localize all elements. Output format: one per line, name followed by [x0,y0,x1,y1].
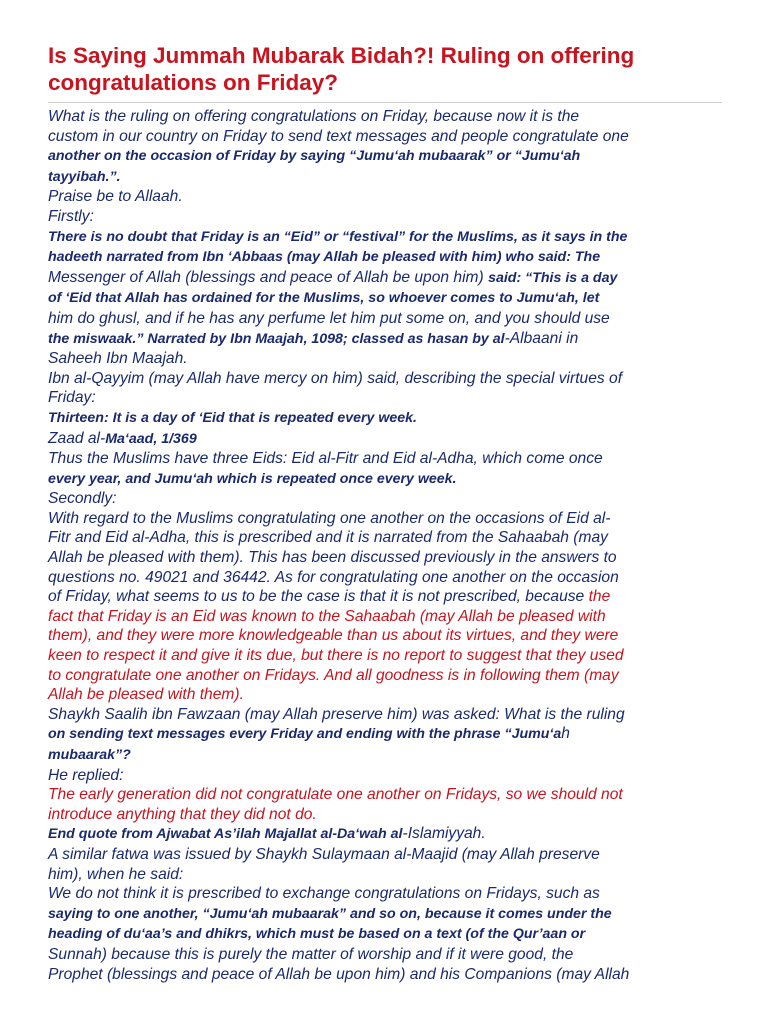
bold-text-segment: of ‘Eid that Allah has ordained for the Muslims, so whoever comes to Jumu‘ah, let [48,290,600,307]
text-segment: Fitr and Eid al-Adha, this is prescribed and it is narrated from the Sahaabah (may [48,529,608,547]
bold-text-segment: heading of du‘aa’s and dhikrs, which must be based on a text (of the Qur’aan or [48,926,586,943]
text-segment: h [561,725,570,743]
highlighted-text-segment: The early generation did not congratulate one another on Fridays, so we should not [48,786,623,804]
highlighted-text-segment: fact that Friday is an Eid was known to the Sahaabah (may Allah be pleased with [48,607,606,625]
text-segment: Friday: [48,389,96,407]
text-line [48,309,722,329]
text-segment: Sunnah) because this is purely the matter of worship and if it were good, the [48,945,574,963]
bold-text-segment: saying to one another, “Jumu‘ah mubaarak” and so on, because it comes under the [48,905,612,922]
text-line [48,187,722,207]
page-title [48,0,722,96]
bold-text-segment: on sending text messages every Friday and ending with the phrase “Jumu‘a [48,726,562,743]
text-segment: Saheeh Ibn Maajah. [48,350,188,368]
text-segment: Zaad al- [48,429,106,447]
text-segment: Ibn al-Qayyim (may Allah have mercy on him) said, describing the special virtues of [48,369,623,387]
text-line [48,429,722,450]
text-line [48,865,722,885]
text-line [48,489,722,509]
highlighted-text-segment: Allah be pleased with them). [48,686,244,704]
text-line [48,268,722,289]
highlighted-text-segment: introduce anything that they did not do. [48,805,317,823]
text-line [48,607,722,627]
text-line [48,349,722,369]
text-line [48,646,722,666]
text-line [48,528,722,548]
bold-text-segment: Ma‘aad, 1/369 [105,430,197,447]
text-segment: Prophet (blessings and peace of Allah be upon him) and his Companions (may Allah [48,965,630,983]
text-line [48,666,722,686]
text-line [48,227,722,248]
text-line [48,965,722,985]
text-segment: Allah be pleased with them). This has been discussed previously in the answers to [48,549,617,567]
text-line [48,724,722,745]
text-line [48,167,722,188]
text-segment: -Islamiyyah. [402,825,486,843]
bold-text-segment: the miswaak.” Narrated by Ibn Maajah, 1098; classed as hasan by al [48,330,505,347]
text-segment: Messenger of Allah (blessings and peace of Allah be upon him) [48,268,489,286]
text-line [48,785,722,805]
text-segment: We do not think it is prescribed to exchange congratulations on Fridays, such as [48,885,600,903]
text-segment: him do ghusl, and if he has any perfume let him put some on, and you should use [48,309,610,327]
text-line [48,509,722,529]
bold-text-segment: every year, and Jumu‘ah which is repeated once every week. [48,470,457,487]
text-segment: of Friday, what seems to us to be the case is that it is not prescribed, because [48,588,589,606]
text-line [48,904,722,925]
highlighted-text-segment: to congratulate one another on Fridays. And all goodness is in following them (may [48,666,619,684]
text-line [48,805,722,825]
text-line [48,587,722,607]
text-segment: Praise be to Allaah. [48,188,183,206]
text-line [48,924,722,945]
bold-text-segment: End quote from Ajwabat As’ilah Majallat al-Da‘wah al [48,826,403,843]
text-segment: A similar fatwa was issued by Shaykh Sulaymaan al-Maajid (may Allah preserve [48,845,600,863]
text-line [48,408,722,429]
text-line [48,247,722,268]
highlighted-text-segment: keen to respect it and give it its due, but there is no report to suggest that they used [48,647,624,665]
text-line [48,745,722,766]
text-line [48,329,722,350]
bold-text-segment: hadeeth narrated from Ibn ‘Abbaas (may Allah be pleased with him) who said: The [48,249,601,266]
highlighted-text-segment: the [588,588,611,606]
text-line [48,107,722,127]
text-line [48,766,722,786]
text-line [48,127,722,147]
text-line [48,945,722,965]
text-segment: Secondly: [48,490,117,508]
bold-text-segment: tayyibah.”. [48,168,121,185]
text-line [48,626,722,646]
text-segment: -Albaani in [504,329,579,347]
text-line [48,207,722,227]
text-line [48,548,722,568]
bold-text-segment: said: “This is a day [488,269,618,286]
title-line: Is Saying Jummah Mubarak Bidah?! Ruling on offering [48,43,635,68]
text-segment: questions no. 49021 and 36442. As for congratulating one another on the occasion [48,568,619,586]
text-segment: Thus the Muslims have three Eids: Eid al-Fitr and Eid al-Adha, which come once [48,450,603,468]
text-segment: What is the ruling on offering congratulations on Friday, because now it is the [48,108,580,125]
text-line [48,449,722,469]
text-line [48,388,722,408]
bold-text-segment: There is no doubt that Friday is an “Eid” or “festival” for the Muslims, as it says in the [48,228,628,245]
text-line [48,568,722,588]
text-line [48,146,722,167]
text-segment: With regard to the Muslims congratulating one another on the occasions of Eid al- [48,509,611,527]
document-body [48,107,722,984]
text-line [48,705,722,725]
text-segment: custom in our country on Friday to send text messages and people congratulate one [48,127,629,145]
text-line [48,369,722,389]
text-line [48,288,722,309]
text-segment: Firstly: [48,207,94,225]
bold-text-segment: mubaarak”? [48,747,131,763]
text-segment: Shaykh Saalih ibn Fawzaan (may Allah preserve him) was asked: What is the ruling [48,705,625,723]
bold-text-segment: another on the occasion of Friday by saying “Jumu‘ah mubaarak” or “Jumu‘ah [48,148,581,165]
bold-text-segment: Thirteen: It is a day of ‘Eid that is repeated every week. [48,409,417,426]
text-line [48,685,722,705]
title-divider [48,102,722,103]
text-line [48,824,722,845]
text-segment: him), when he said: [48,865,184,883]
text-line [48,469,722,490]
text-segment: He replied: [48,766,124,784]
highlighted-text-segment: them), and they were more knowledgeable than us about its virtues, and they were [48,627,619,645]
text-line [48,884,722,904]
title-line: congratulations on Friday? [48,70,339,95]
text-line [48,845,722,865]
